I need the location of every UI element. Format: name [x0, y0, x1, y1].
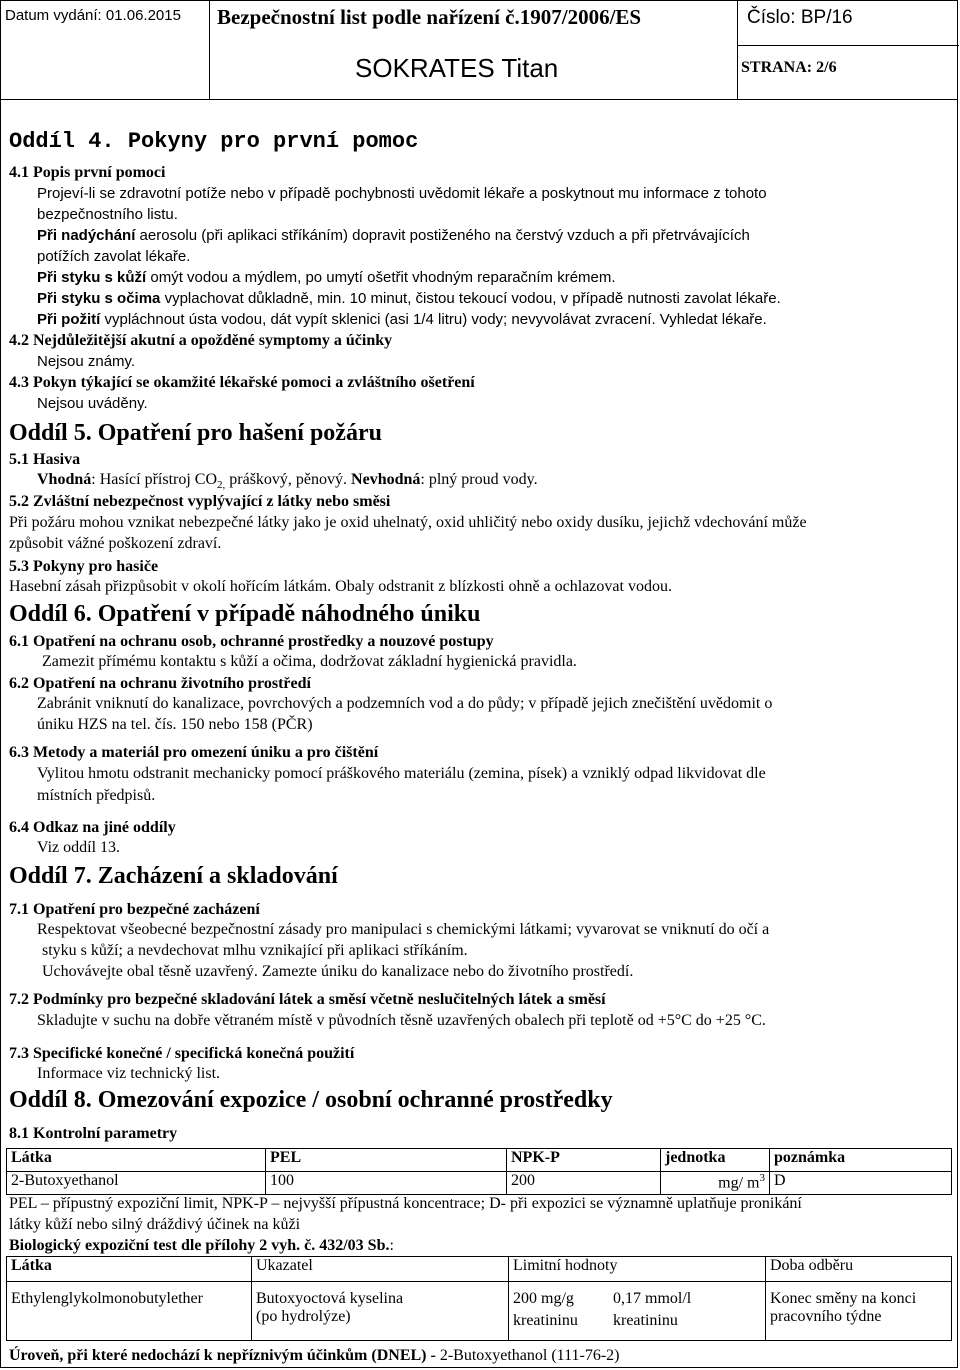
s73-text: Informace viz technický list.	[37, 1065, 221, 1082]
table-header-row	[7, 1149, 952, 1172]
s51-text: Vhodná: Hasící přístroj $CO_{2,}$ práškový, pěnový. Nevhodná: plný proud vody.	[37, 471, 538, 492]
s73-title: 7.3 Specifické konečné / specifická konečná použití	[9, 1045, 355, 1062]
table-header-cell: Látka	[7, 1149, 266, 1172]
s43-text: Nejsou uváděny.	[37, 395, 148, 412]
s51-title: 5.1 Hasiva	[9, 451, 81, 468]
document-title: Bezpečnostní list podle nařízení č.1907/2006/ES	[217, 5, 642, 29]
dnel-line: Úroveň, při které nedochází k nepříznivým účinkům (DNEL) - 2-Butoxyethanol (111-76-2)	[9, 1347, 620, 1364]
s42-text: Nejsou známy.	[37, 353, 136, 370]
s62-line2: úniku HZS na tel. čís. 150 nebo 158 (PČR)	[37, 716, 313, 733]
s64-text: Viz oddíl 13.	[37, 839, 121, 856]
s43-title: 4.3 Pokyn týkající se okamžité lékařské pomoci a zvláštního ošetření	[9, 374, 475, 391]
s71-line2: styku s kůží; a nevdechovat mlhu vznikající při aplikaci stříkáním.	[42, 942, 468, 959]
table-header-cell: Limitní hodnoty	[509, 1257, 766, 1282]
table-header-cell: NPK-P	[507, 1149, 661, 1172]
section-8-title: Oddíl 8. Omezování expozice / osobní ochranné prostředky	[9, 1087, 613, 1113]
table-header-cell: Doba odběru	[766, 1257, 952, 1282]
s61-title: 6.1 Opatření na ochranu osob, ochranné prostředky a nouzové postupy	[9, 633, 494, 650]
skin-contact-text: Při styku s kůží omýt vodou a mýdlem, po umytí ošetřit vhodným reparačním krémem.	[37, 269, 616, 286]
s52-line1: Při požáru mohou vznikat nebezpečné látky jako je oxid uhelnatý, oxid uhličitý nebo oxidy dusíku, jejichž vdechování může	[9, 514, 807, 531]
s52-title: 5.2 Zvláštní nebezpečnost vyplývající z látky nebo směsi	[9, 493, 391, 510]
s41-line1: Projeví-li se zdravotní potíže nebo v případě pochybnosti uvědomit lékaře a poskytnout mu informace z tohoto	[37, 185, 767, 202]
table-cell: D	[770, 1172, 952, 1195]
table-header-cell: Látka	[7, 1257, 252, 1282]
page-number: STRANA: 2/6	[741, 59, 837, 76]
s53-title: 5.3 Pokyny pro hasiče	[9, 558, 159, 575]
section-6-title: Oddíl 6. Opatření v případě náhodného úniku	[9, 601, 481, 627]
table-header-cell: PEL	[266, 1149, 507, 1172]
bio-test-table	[6, 1256, 952, 1341]
table-row	[7, 1172, 952, 1195]
s41-line2: bezpečnostního listu.	[37, 206, 178, 223]
inhalation-text-2: potížích zavolat lékaře.	[37, 248, 191, 265]
s61-text: Zamezit přímému kontaktu s kůží a očima, dodržovat základní hygienická pravidla.	[42, 653, 577, 670]
s63-title: 6.3 Metody a materiál pro omezení úniku a pro čištění	[9, 744, 379, 761]
abbrev-note-line2: látky kůží nebo silný dráždivý účinek na kůži	[9, 1216, 301, 1233]
table-header-cell: poznámka	[770, 1149, 952, 1172]
product-name: SOKRATES Titan	[355, 53, 559, 83]
table-cell: 2-Butoxyethanol	[7, 1172, 266, 1195]
s62-title: 6.2 Opatření na ochranu životního prostředí	[9, 675, 311, 692]
table-cell-sampling: Konec směny na konci pracovního týdne	[766, 1282, 952, 1341]
s81-title: 8.1 Kontrolní parametry	[9, 1125, 178, 1142]
table-header-row	[7, 1257, 952, 1282]
s71-line1: Respektovat všeobecné bezpečnostní zásady pro manipulaci s chemickými látkami; vyvarovat se vniknutí do očí a	[37, 921, 770, 938]
section-5-title: Oddíl 5. Opatření pro hašení požáru	[9, 420, 382, 446]
document-header	[0, 0, 958, 100]
table-cell: 100	[266, 1172, 507, 1195]
issue-date: Datum vydání: 01.06.2015	[5, 7, 181, 24]
s42-title: 4.2 Nejdůležitější akutní a opožděné symptomy a účinky	[9, 332, 393, 349]
s63-line2: místních předpisů.	[37, 787, 156, 804]
s41-title: 4.1 Popis první pomoci	[9, 164, 166, 181]
bio-test-title: Biologický expoziční test dle přílohy 2 vyh. č. 432/03 Sb.:	[9, 1237, 394, 1254]
table-cell: 200	[507, 1172, 661, 1195]
s53-text: Hasební zásah přizpůsobit v okolí hořícím látkám. Obaly odstranit z blízkosti ohně a ochlazovat vodou.	[9, 578, 672, 595]
abbrev-note-line1: PEL – přípustný expoziční limit, NPK-P – nejvyšší přípustná koncentrace; D- při expozici se významně uplatňuje pronikání	[9, 1195, 802, 1212]
s62-line1: Zabránit vniknutí do kanalizace, povrchových a podzemních vod a do půdy; v případě jejich znečištění uvědomit o	[37, 695, 773, 712]
table-header-cell: Ukazatel	[252, 1257, 509, 1282]
s64-title: 6.4 Odkaz na jiné oddíly	[9, 819, 176, 836]
exposure-limits-table	[6, 1148, 952, 1195]
table-cell-indicator: Butoxyoctová kyselina (po hydrolýze)	[252, 1282, 509, 1341]
s72-title: 7.2 Podmínky pro bezpečné skladování látek a směsí včetně neslučitelných látek a směsí	[9, 991, 606, 1008]
section-7-title: Oddíl 7. Zacházení a skladování	[9, 863, 338, 889]
eye-contact-text: Při styku s očima vyplachovat důkladně, min. 10 minut, čistou tekoucí vodou, v případě nutnosti zavolat lékaře.	[37, 290, 781, 307]
table-header-cell: jednotka	[661, 1149, 770, 1172]
s63-line1: Vylitou hmotu odstranit mechanicky pomocí práškového materiálu (zemina, písek) a vzniklý odpad likvidovat dle	[37, 765, 766, 782]
s52-line2: způsobit vážné poškození zdraví.	[9, 535, 222, 552]
table-cell-limits: 200 mg/g 0,17 mmol/l kreatininu kreatininu	[509, 1282, 766, 1341]
s71-title: 7.1 Opatření pro bezpečné zacházení	[9, 901, 260, 918]
table-row	[7, 1282, 952, 1341]
table-cell-unit: mg/ $m^3$	[661, 1172, 770, 1195]
section-4-title: Oddíl 4. Pokyny pro první pomoc	[9, 129, 419, 154]
s71-line3: Uchovávejte obal těsně uzavřený. Zamezte úniku do kanalizace nebo do životního prostředí.	[42, 963, 634, 980]
document-number: Číslo: BP/16	[747, 7, 853, 28]
ingestion-text: Při požití vypláchnout ústa vodou, dát vypít sklenici (asi 1/4 litru) vody; nevyvolávat zvracení. Vyhledat lékaře.	[37, 311, 767, 328]
s72-text: Skladujte v suchu na dobře větraném místě v původních těsně uzavřených obalech při teplotě od +5°C do +25 °C.	[37, 1012, 766, 1029]
table-cell: Ethylenglykolmonobutylether	[7, 1282, 252, 1341]
inhalation-text: Při nadýchání aerosolu (při aplikaci stříkáním) dopravit postiženého na čerstvý vzduch a při přetrvávajících	[37, 227, 750, 244]
